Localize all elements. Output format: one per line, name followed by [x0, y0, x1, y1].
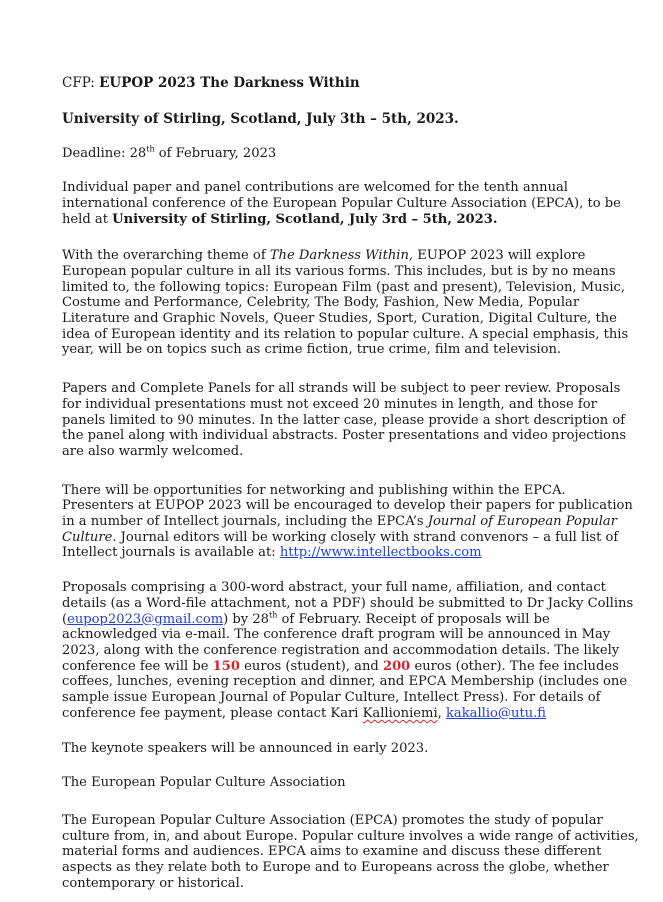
proposals-text-3: of February. Receipt of proposals will be acknowledged via e-mail. The conference draft program will be announced in May 2023, along with the conference registration and accommodation details. The likely conference fee will be: [62, 611, 620, 674]
theme-pre: With the overarching theme of: [62, 248, 270, 264]
journal-title: Journal of European Popular Culture: [62, 514, 617, 545]
fee-other: 200: [382, 658, 411, 674]
publishing-paragraph: [62, 483, 639, 562]
proposals-text-1: Proposals comprising a 300-word abstract, your full name, affiliation, and contact details (as a Word-file attachment, not a PDF) should be submitted to Dr Jacky Collins (: [62, 580, 634, 627]
contact-surname: Kallioniemi: [362, 705, 438, 721]
publishing-pre: There will be opportunities for networking and publishing within the EPCA. Presenters at EUPOP 2023 will be encouraged to develop their papers for publication in a number of Intellect journals, including the EPCA’s: [62, 482, 633, 530]
proposals-text-6: ,: [437, 705, 446, 721]
theme-title: The Darkness Within,: [269, 248, 414, 264]
proposals-text-4: euros (student), and: [240, 658, 383, 674]
proposals-text-5: euros (other). The fee includes coffees, lunches, evening reception and dinner, and EPCA Membership (includes one sample issue European Journal of Popular Culture, Intellect Press). For details of conference fee payment, please contact Kari: [62, 658, 628, 721]
keynote-paragraph: The keynote speakers will be announced in early 2023.: [62, 740, 429, 756]
deadline-rest: of February, 2023: [154, 146, 277, 162]
intellect-link[interactable]: http://www.intellectbooks.com: [279, 545, 482, 561]
deadline: [62, 146, 639, 162]
deadline-label: Deadline: 28: [62, 146, 147, 162]
association-paragraph: The European Popular Culture Association (EPCA) promotes the study of popular culture from, in, and about Europe. Popular culture involves a wide range of activities, material forms and audiences. EPCA aims to examine and discuss these different aspects as they relate both to Europe and to Europeans across the globe, whether contemporary or historical.: [62, 812, 639, 891]
deadline-ordinal: th: [146, 145, 155, 155]
theme-paragraph: [62, 248, 639, 358]
cfp-heading: [62, 76, 639, 92]
cfp-title: EUPOP 2023 The Darkness Within: [99, 75, 360, 91]
submission-email-link[interactable]: eupop2023@gmail.com: [67, 611, 224, 627]
theme-post: EUPOP 2023 will explore European popular culture in all its various forms. This includes, but is by no means limited to, the following topics: European Film (past and present), Television, Music, Costume and Performance, Celebrity, The Body, Fashion, New Media, Popular Literature and Graphic Novels, Queer Studies, Sport, Curation, Digital Culture, the idea of European identity and its relation to popular culture. A special emphasis, this year, will be on topics such as crime fiction, true crime, film and television.: [62, 248, 629, 358]
review-paragraph: Papers and Complete Panels for all strands will be subject to peer review. Proposals for individual presentations must not exceed 20 minutes in length, and those for panels limited to 90 minutes. In the latter case, please provide a short description of the panel along with individual abstracts. Poster presentations and video projections are also warmly welcomed.: [62, 381, 627, 459]
intro-paragraph: [62, 180, 639, 227]
proposals-text-2: ) by 28: [223, 611, 270, 627]
association-heading: The European Popular Culture Association: [62, 775, 346, 791]
proposals-paragraph: [62, 580, 639, 721]
cfp-prefix: CFP:: [62, 75, 100, 91]
proposals-ordinal: th: [269, 610, 278, 620]
intro-venue: University of Stirling, Scotland, July 3rd – 5th, 2023.: [112, 211, 498, 227]
intro-text: Individual paper and panel contributions are welcomed for the tenth annual international conference of the European Popular Culture Association (EPCA), to be held at: [62, 180, 621, 227]
publishing-post: . Journal editors will be working closely with strand convenors – a full list of Intellect journals is available at:: [62, 529, 619, 561]
fee-student: 150: [212, 658, 241, 674]
venue-line: University of Stirling, Scotland, July 3th – 5th, 2023.: [62, 110, 459, 127]
contact-email-link[interactable]: kakallio@utu.fi: [445, 705, 547, 721]
